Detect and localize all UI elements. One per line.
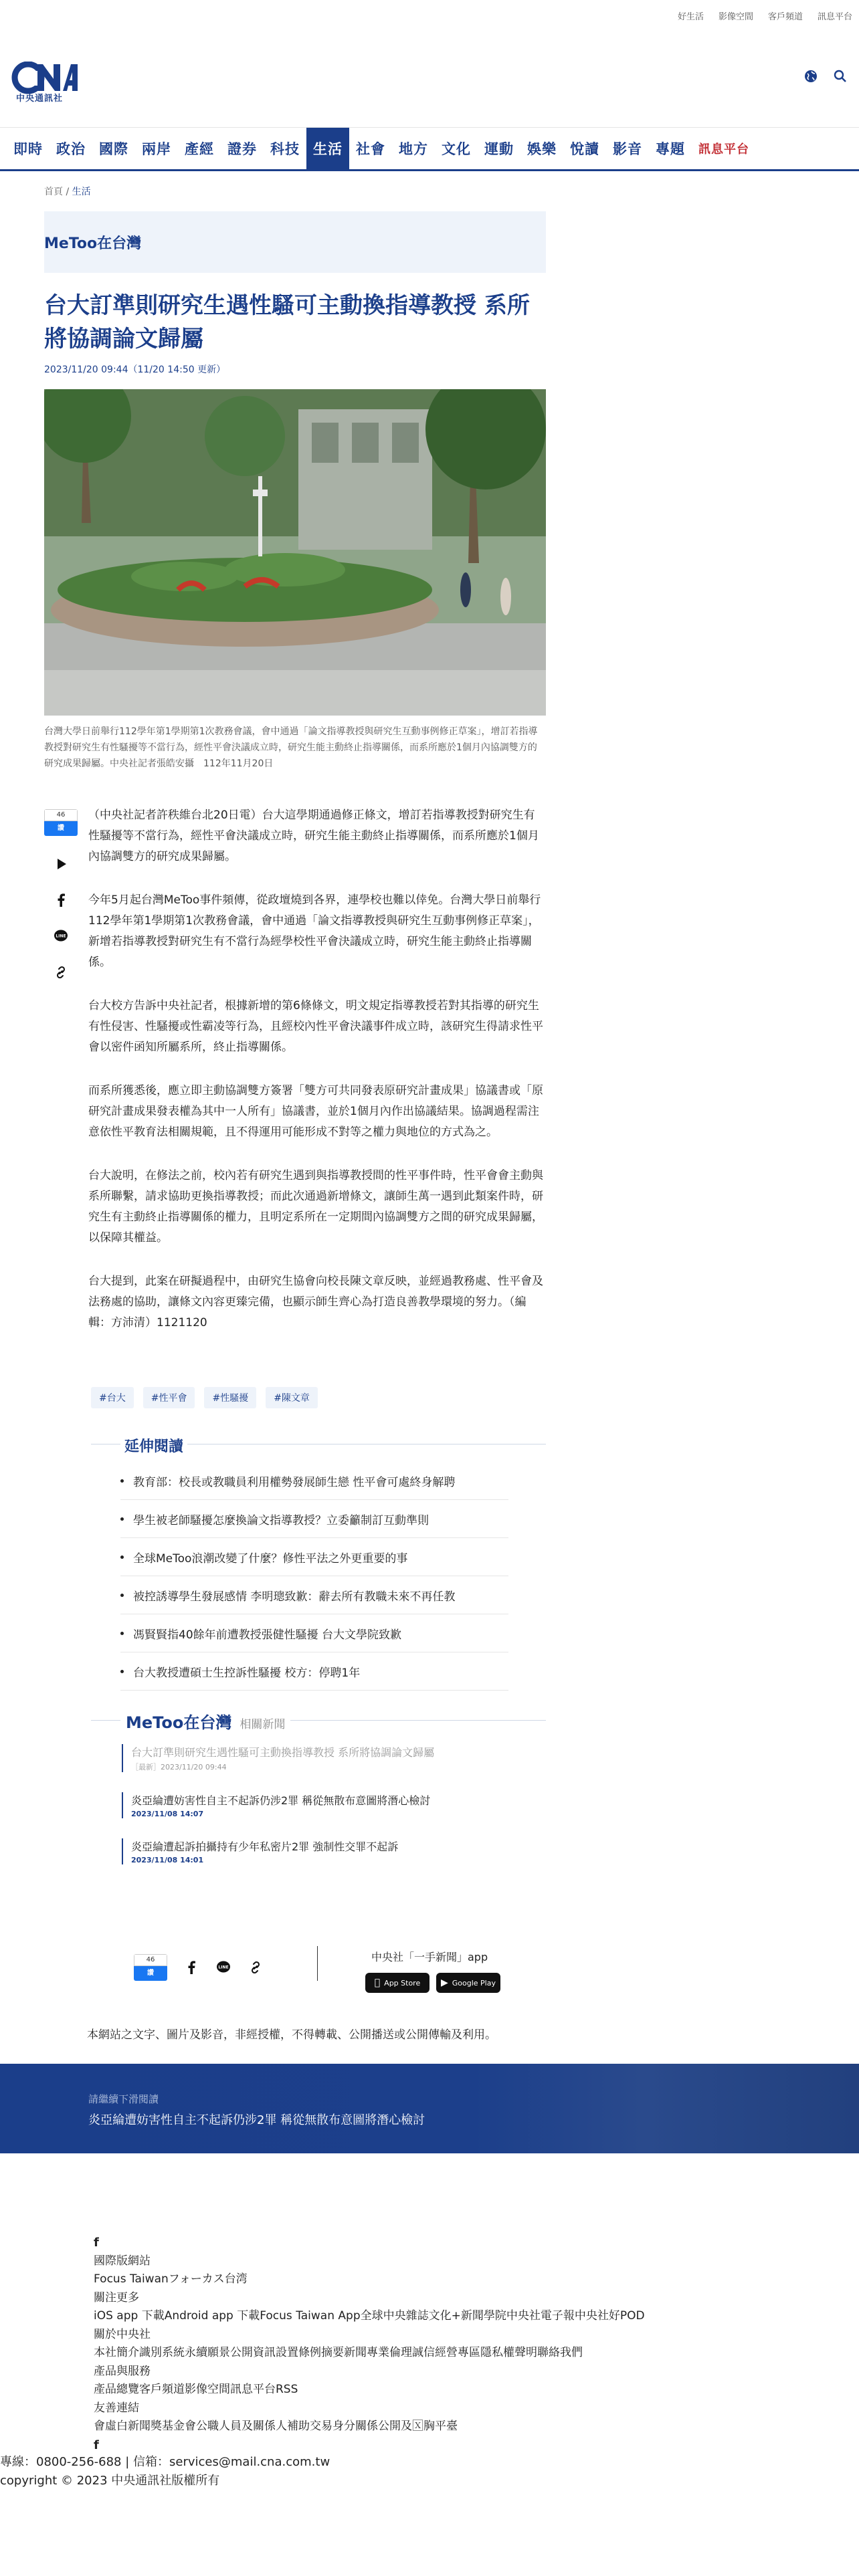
bullet: [120, 1594, 124, 1597]
svg-text:LINE: LINE: [56, 934, 66, 939]
facebook-like-button[interactable]: [44, 809, 78, 836]
timeline-date: 2023/11/08 14:01: [131, 1856, 204, 1864]
footer-link-international[interactable]: 國際版網站: [94, 2254, 151, 2268]
article-paragraph: 台大提到，此案在研擬過程中，由研究生協會向校長陳文章反映，並經過教務處、性平會及法務處的協助，讓條文內容更臻完備，也顯示師生齊心為打造良善教學環境的努力。（編輯：方沛清）1121120: [88, 1275, 543, 1329]
related-topic-title[interactable]: MeToo在台灣: [126, 1713, 232, 1732]
footer-heading-friendly-links: 友善連結: [94, 2401, 139, 2415]
timeline-date: ［最新］2023/11/20 09:44: [131, 1763, 227, 1772]
footer-heading-about: 關於中央社: [94, 2327, 151, 2341]
copyright-notice: 本網站之文字、圖片及影音，非經授權，不得轉載、公開播送或公開傳輸及利用。: [87, 2028, 496, 2042]
bottom-share-bar: [134, 1954, 264, 1981]
breadcrumb-current[interactable]: 生活: [72, 187, 91, 197]
tag-list: [91, 1387, 318, 1408]
list-item[interactable]: [120, 1652, 508, 1691]
list-item[interactable]: [120, 1614, 508, 1652]
copy-link-icon[interactable]: [248, 1959, 264, 1975]
nav-item-local[interactable]: 地方: [399, 141, 428, 157]
app-store-label: App Store: [381, 1978, 418, 1988]
nav-item-special[interactable]: 專題: [656, 141, 685, 157]
line-icon[interactable]: [53, 928, 69, 944]
footer-links-about[interactable]: 本社簡介識別系統永續願景公開資訊設置條例摘要新聞專業倫理誠信經營專區隱私權聲明聯絡我們: [94, 2346, 583, 2359]
utility-link-image-space[interactable]: 影像空間: [718, 12, 753, 22]
related-news-timeline: [122, 1744, 523, 1885]
search-icon[interactable]: [834, 70, 847, 83]
nav-item-instant[interactable]: 即時: [13, 141, 43, 157]
facebook-icon[interactable]: [183, 1959, 199, 1975]
nav-item-reading[interactable]: 悅讀: [570, 141, 599, 157]
article-paragraph: （中央社記者許秩維台北20日電）台大這學期通過修正條文，增訂若指導教授對研究生有性騷擾等不當行為，經性平會決議成立時，研究生能主動終止指導關係，而系所應於1個月內協調雙方的研究成果歸屬。: [88, 809, 539, 863]
utility-nav: [678, 9, 852, 22]
nav-item-entertainment[interactable]: 娛樂: [527, 141, 557, 157]
google-play-button[interactable]: [436, 1973, 500, 1993]
like-label: 讚: [134, 1966, 167, 1981]
extended-reading-list: [120, 1462, 508, 1691]
utility-link-client-channel[interactable]: 客戶頻道: [767, 12, 803, 22]
nav-item-life[interactable]: 生活: [306, 128, 349, 170]
app-store-button[interactable]: [365, 1973, 430, 1993]
list-item[interactable]: [120, 1462, 508, 1500]
tag-gender-equity-committee[interactable]: #性平會: [143, 1387, 195, 1408]
bullet: [120, 1479, 124, 1483]
timeline-item[interactable]: [122, 1792, 523, 1818]
copy-link-icon[interactable]: [53, 964, 69, 980]
nav-item-video[interactable]: 影音: [613, 141, 642, 157]
nav-item-tech[interactable]: 科技: [270, 141, 300, 157]
svg-text:LINE: LINE: [218, 1965, 229, 1970]
utility-link-good-life[interactable]: 好生活: [677, 12, 704, 22]
timeline-date: 2023/11/08 14:07: [131, 1810, 204, 1818]
facebook-icon[interactable]: f: [94, 2438, 99, 2452]
header-icons: [804, 70, 847, 83]
bullet: [120, 1670, 124, 1673]
nav-item-sports[interactable]: 運動: [484, 141, 514, 157]
list-item[interactable]: [120, 1576, 508, 1614]
apple-icon: [375, 1977, 380, 1988]
timeline-item[interactable]: [122, 1838, 523, 1864]
nav-item-society[interactable]: 社會: [356, 141, 385, 157]
list-item-label: 台大教授遭碩士生控訴性騷擾 校方：停聘1年: [133, 1666, 361, 1680]
bullet: [120, 1555, 124, 1559]
nav-item-culture[interactable]: 文化: [442, 141, 471, 157]
footer-link-focus-taiwan[interactable]: Focus Taiwanフォーカス台湾: [94, 2272, 248, 2286]
nav-item-international[interactable]: 國際: [99, 141, 128, 157]
next-article-link[interactable]: 炎亞綸遭妨害性自主不起訴仍涉2罪 稱從無散布意圖將潛心檢討: [88, 2113, 425, 2127]
list-item-label: 被控誘導學生發展感情 李明璁致歉：辭去所有教職未來不再任教: [133, 1590, 456, 1604]
article-paragraph: 台大校方告訴中央社記者，根據新增的第6條條文，明文規定指導教授若對其指導的研究生有性侵害、性騷擾或性霸凌等行為，且經校內性平會決議事件成立時，該研究生得請求性平會以密件函知所屬系所，終止指導關係。: [88, 999, 543, 1054]
list-item-label: 馮賢賢指40餘年前遭教授張健性騷擾 台大文學院致歉: [133, 1628, 402, 1642]
related-news-label: 相關新聞: [240, 1718, 286, 1731]
list-item[interactable]: [120, 1500, 508, 1538]
article-paragraph: 台大說明，在修法之前，校內若有研究生遇到與指導教授間的性平事件時，性平會會主動與系所聯繫，請求協助更換指導教授；而此次通過新增條文，讓師生萬一遇到此類案件時，研究生有主動終止指導關係的權力，且明定系所在一定期間內協調雙方之間的研究成果歸屬，以保障其權益。: [88, 1169, 543, 1245]
footer-links-apps[interactable]: iOS app 下載Android app 下載Focus Taiwan App全球中央雜誌文化+新聞學院中央社電子報中央社好POD: [94, 2309, 645, 2323]
google-play-label: Google Play: [452, 1978, 496, 1988]
cna-logo-text: 中央通訊社: [16, 94, 64, 104]
extended-reading-title: 延伸閱讀: [120, 1435, 187, 1456]
tag-ntu[interactable]: #台大: [91, 1387, 134, 1408]
tag-chen-wen-chang[interactable]: #陳文章: [266, 1387, 318, 1408]
footer-hotline: 專線：0800-256-688 | 信箱：services@mail.cna.com.tw: [0, 2455, 330, 2469]
timeline-headline: 炎亞綸遭起訴拍攝持有少年私密片2罪 強制性交罪不起訴: [131, 1840, 399, 1853]
globe-icon[interactable]: [804, 70, 818, 83]
article-title: 台大訂準則研究生遇性騷可主動換指導教授 系所將協調論文歸屬: [44, 292, 530, 352]
article-body: [88, 805, 546, 1356]
article-date: 2023/11/20 09:44（11/20 14:50 更新）: [44, 364, 226, 375]
list-item-label: 教育部：校長或教職員利用權勢發展師生戀 性平會可處終身解聘: [133, 1475, 456, 1489]
nav-item-cross-strait[interactable]: 兩岸: [142, 141, 171, 157]
footer-copyright: copyright © 2023 中央通訊社版權所有: [0, 2474, 220, 2488]
article-paragraph: 今年5月起台灣MeToo事件頻傳，從政壇燒到各界，連學校也難以倖免。台灣大學日前舉行112學年第1學期第1次教務會議，會中通過「論文指導教授與研究生互動事例修正草案」，新增若指導教授對研究生有不當行為經學校性平會決議成立時，研究生能主動終止指導關係。: [88, 893, 541, 969]
footer-links-friendly[interactable]: 會虛白新聞獎基金會公職人員及關係人補助交易身分關係公開及🅇胸平臺: [94, 2420, 458, 2433]
footer-heading-products: 產品與服務: [94, 2364, 151, 2378]
timeline-headline: 炎亞綸遭妨害性自主不起訴仍涉2罪 稱從無散布意圖將潛心檢討: [131, 1794, 431, 1807]
article-photo: [44, 389, 546, 716]
next-article-hint: 請繼續下滑閱讀: [88, 2093, 159, 2105]
facebook-like-button[interactable]: [134, 1954, 167, 1981]
timeline-item[interactable]: [122, 1744, 523, 1772]
play-store-icon: ▶: [440, 1977, 448, 1988]
facebook-icon[interactable]: [53, 892, 69, 908]
share-sidebar: [44, 809, 78, 980]
main-nav: [0, 127, 859, 171]
article-paragraph: 而系所獲悉後，應立即主動協調雙方簽署「雙方可共同發表原研究計畫成果」協議書或「原研究計畫成果發表權為其中一人所有」協議書，並於1個月內作出協議結果。協調過程需注意依性平教育法相關規範，且不得運用可能形成不對等之權力與地位的方式為之。: [88, 1084, 543, 1139]
list-item-label: 全球MeToo浪潮改變了什麼？修性平法之外更重要的事: [133, 1551, 408, 1566]
breadcrumb-home[interactable]: 首頁: [44, 187, 63, 197]
nav-item-politics[interactable]: 政治: [56, 141, 86, 157]
next-article-banner[interactable]: [0, 2064, 859, 2153]
list-item-label: 學生被老師騷擾怎麼換論文指導教授？立委籲制訂互動準則: [133, 1513, 429, 1527]
related-news-header: [120, 1709, 290, 1733]
bullet: [120, 1517, 124, 1521]
topic-banner[interactable]: [44, 211, 546, 273]
nav-item-message-platform[interactable]: 訊息平台: [698, 142, 749, 156]
utility-link-message-platform[interactable]: 訊息平台: [817, 12, 852, 22]
like-count: 46: [134, 1954, 167, 1966]
bullet: [120, 1632, 124, 1635]
line-icon[interactable]: [215, 1959, 231, 1975]
footer: [94, 2234, 645, 2454]
play-audio-icon[interactable]: [53, 856, 69, 872]
like-count: 46: [44, 809, 78, 821]
nav-item-securities[interactable]: 證券: [227, 141, 257, 157]
timeline-headline: 台大訂準則研究生遇性騷可主動換指導教授 系所將協調論文歸屬: [131, 1746, 435, 1759]
app-promo-text: 中央社「一手新聞」app: [371, 1951, 488, 1963]
photo-caption: 台灣大學日前舉行112學年第1學期第1次教務會議，會中通過「論文指導教授與研究生互動事例修正草案」，增訂若指導教授對研究生有性騷擾等不當行為，經性平會決議成立時，研究生能主動終止指導關係，而系所應於1個月內協調雙方的研究成果歸屬。中央社記者張皓安攝 112年11月20日: [44, 726, 538, 769]
breadcrumb: [44, 185, 91, 198]
like-label: 讚: [44, 821, 78, 836]
footer-heading-follow: 關注更多: [94, 2290, 139, 2304]
facebook-icon[interactable]: f: [94, 2236, 99, 2250]
list-item[interactable]: [120, 1538, 508, 1576]
footer-links-products[interactable]: 產品總覽客戶頻道影像空間訊息平台RSS: [94, 2383, 298, 2396]
divider: [317, 1946, 318, 1981]
breadcrumb-separator: /: [66, 187, 70, 197]
tag-sexual-harassment[interactable]: #性騷擾: [204, 1387, 256, 1408]
topic-title: MeToo在台灣: [44, 235, 142, 252]
nav-item-economy[interactable]: 產經: [185, 141, 214, 157]
footer-contact: [0, 2453, 330, 2490]
